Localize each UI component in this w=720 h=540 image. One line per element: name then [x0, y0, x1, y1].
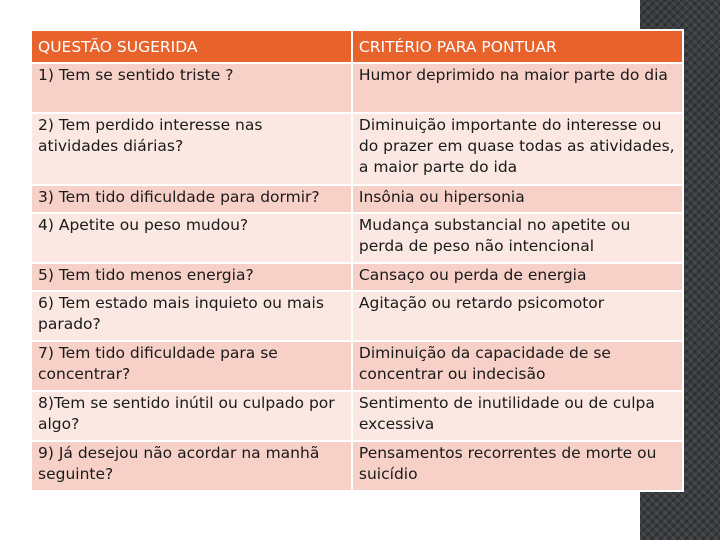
table-row [31, 263, 683, 291]
question-cell: 5) Tem tido menos energia? [31, 263, 352, 291]
criterion-cell: Humor deprimido na maior parte do dia [352, 63, 683, 113]
question-cell: 2) Tem perdido interesse nas atividades diárias? [31, 113, 352, 185]
question-cell: 9) Já desejou não acordar na manhã seguinte? [31, 441, 352, 491]
depression-screening-table [30, 29, 684, 492]
table-row [31, 341, 683, 391]
table-row [31, 213, 683, 263]
table-row [31, 63, 683, 113]
criterion-cell: Mudança substancial no apetite ou perda de peso não intencional [352, 213, 683, 263]
criterion-cell: Diminuição importante do interesse ou do prazer em quase todas as atividades, a maior parte do ida [352, 113, 683, 185]
table-row [31, 185, 683, 213]
criterion-cell: Agitação ou retardo psicomotor [352, 291, 683, 341]
criterion-cell: Cansaço ou perda de energia [352, 263, 683, 291]
header-question: QUESTÃO SUGERIDA [31, 30, 352, 63]
criterion-cell: Diminuição da capacidade de se concentrar ou indecisão [352, 341, 683, 391]
question-cell: 4) Apetite ou peso mudou? [31, 213, 352, 263]
table-row [31, 291, 683, 341]
question-cell: 1) Tem se sentido triste ? [31, 63, 352, 113]
header-criterion: CRITÉRIO PARA PONTUAR [352, 30, 683, 63]
criterion-cell: Pensamentos recorrentes de morte ou suicídio [352, 441, 683, 491]
question-cell: 3) Tem tido dificuldade para dormir? [31, 185, 352, 213]
table-row [31, 113, 683, 185]
question-cell: 7) Tem tido dificuldade para se concentrar? [31, 341, 352, 391]
table-header-row [31, 30, 683, 63]
criterion-cell: Insônia ou hipersonia [352, 185, 683, 213]
question-cell: 8)Tem se sentido inútil ou culpado por algo? [31, 391, 352, 441]
table-row [31, 441, 683, 491]
criterion-cell: Sentimento de inutilidade ou de culpa excessiva [352, 391, 683, 441]
table-row [31, 391, 683, 441]
question-cell: 6) Tem estado mais inquieto ou mais parado? [31, 291, 352, 341]
